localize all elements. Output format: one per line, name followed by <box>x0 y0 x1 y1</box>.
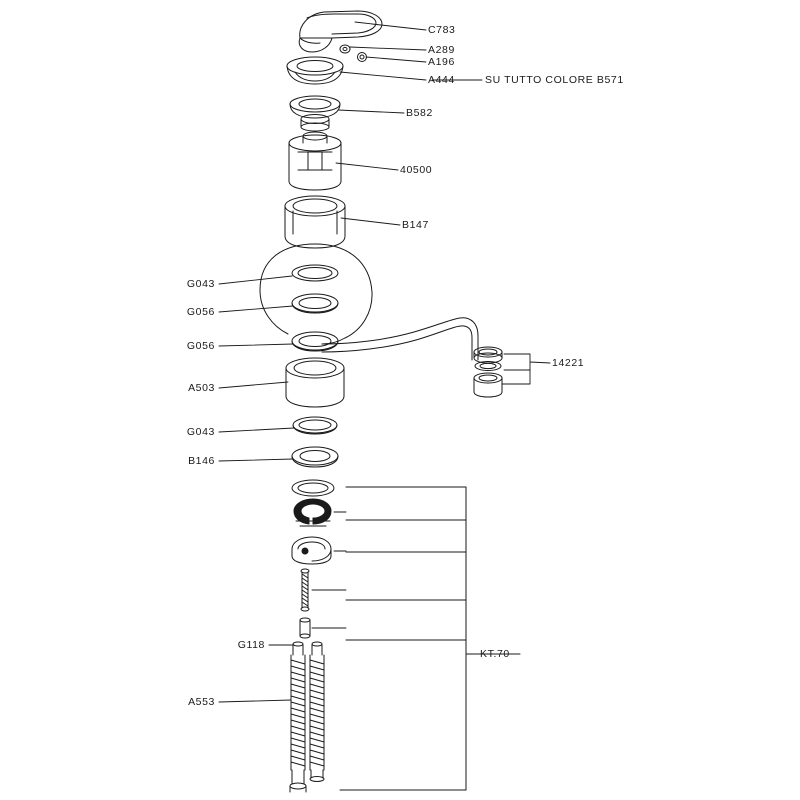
part-flex-hose-left <box>290 642 306 792</box>
label-a503: A503 <box>188 382 215 394</box>
part-ring-nut-b582 <box>290 96 340 131</box>
part-washer-plain <box>292 480 334 496</box>
label-g056-a: G056 <box>186 306 215 318</box>
part-flex-hose-right <box>310 642 324 782</box>
label-40500: 40500 <box>400 164 433 176</box>
label-a553: A553 <box>188 696 215 708</box>
part-washer-g043-lower <box>293 417 337 434</box>
part-screw-a289 <box>340 45 350 53</box>
part-cap-a444 <box>287 57 343 84</box>
label-b146: B146 <box>188 455 215 467</box>
part-horseshoe-upper <box>294 499 331 526</box>
label-kt70: KT.70 <box>480 648 510 660</box>
label-color-note: SU TUTTO COLORE B571 <box>485 74 624 86</box>
part-spout <box>322 318 478 360</box>
part-stud-spring <box>301 569 309 611</box>
kt70-bracket <box>340 487 520 790</box>
label-a444: A444 <box>428 74 455 86</box>
label-g056-b: G056 <box>186 340 215 352</box>
part-plug-a196 <box>358 53 367 62</box>
label-g043-lower: G043 <box>186 426 215 438</box>
label-g118: G118 <box>237 639 265 651</box>
part-lever-handle <box>299 11 382 52</box>
label-c783: C783 <box>428 24 456 36</box>
part-collar-b147 <box>285 196 345 248</box>
part-oring-g056-b <box>292 332 338 351</box>
label-a289: A289 <box>428 44 455 56</box>
label-b147: B147 <box>402 219 429 231</box>
part-cartridge-40500 <box>289 132 341 190</box>
part-base-a503 <box>286 358 344 407</box>
part-horseshoe-lower <box>292 537 331 564</box>
label-a196: A196 <box>428 56 455 68</box>
label-g043-upper: G043 <box>186 278 215 290</box>
part-oring-g056-a <box>292 294 338 313</box>
part-aerator-14221 <box>474 347 502 397</box>
part-oring-g043-upper <box>292 265 338 281</box>
label-b582: B582 <box>406 107 433 119</box>
part-washer-b146 <box>292 447 338 467</box>
part-nut-small <box>300 618 310 638</box>
label-14221: 14221 <box>552 357 585 369</box>
